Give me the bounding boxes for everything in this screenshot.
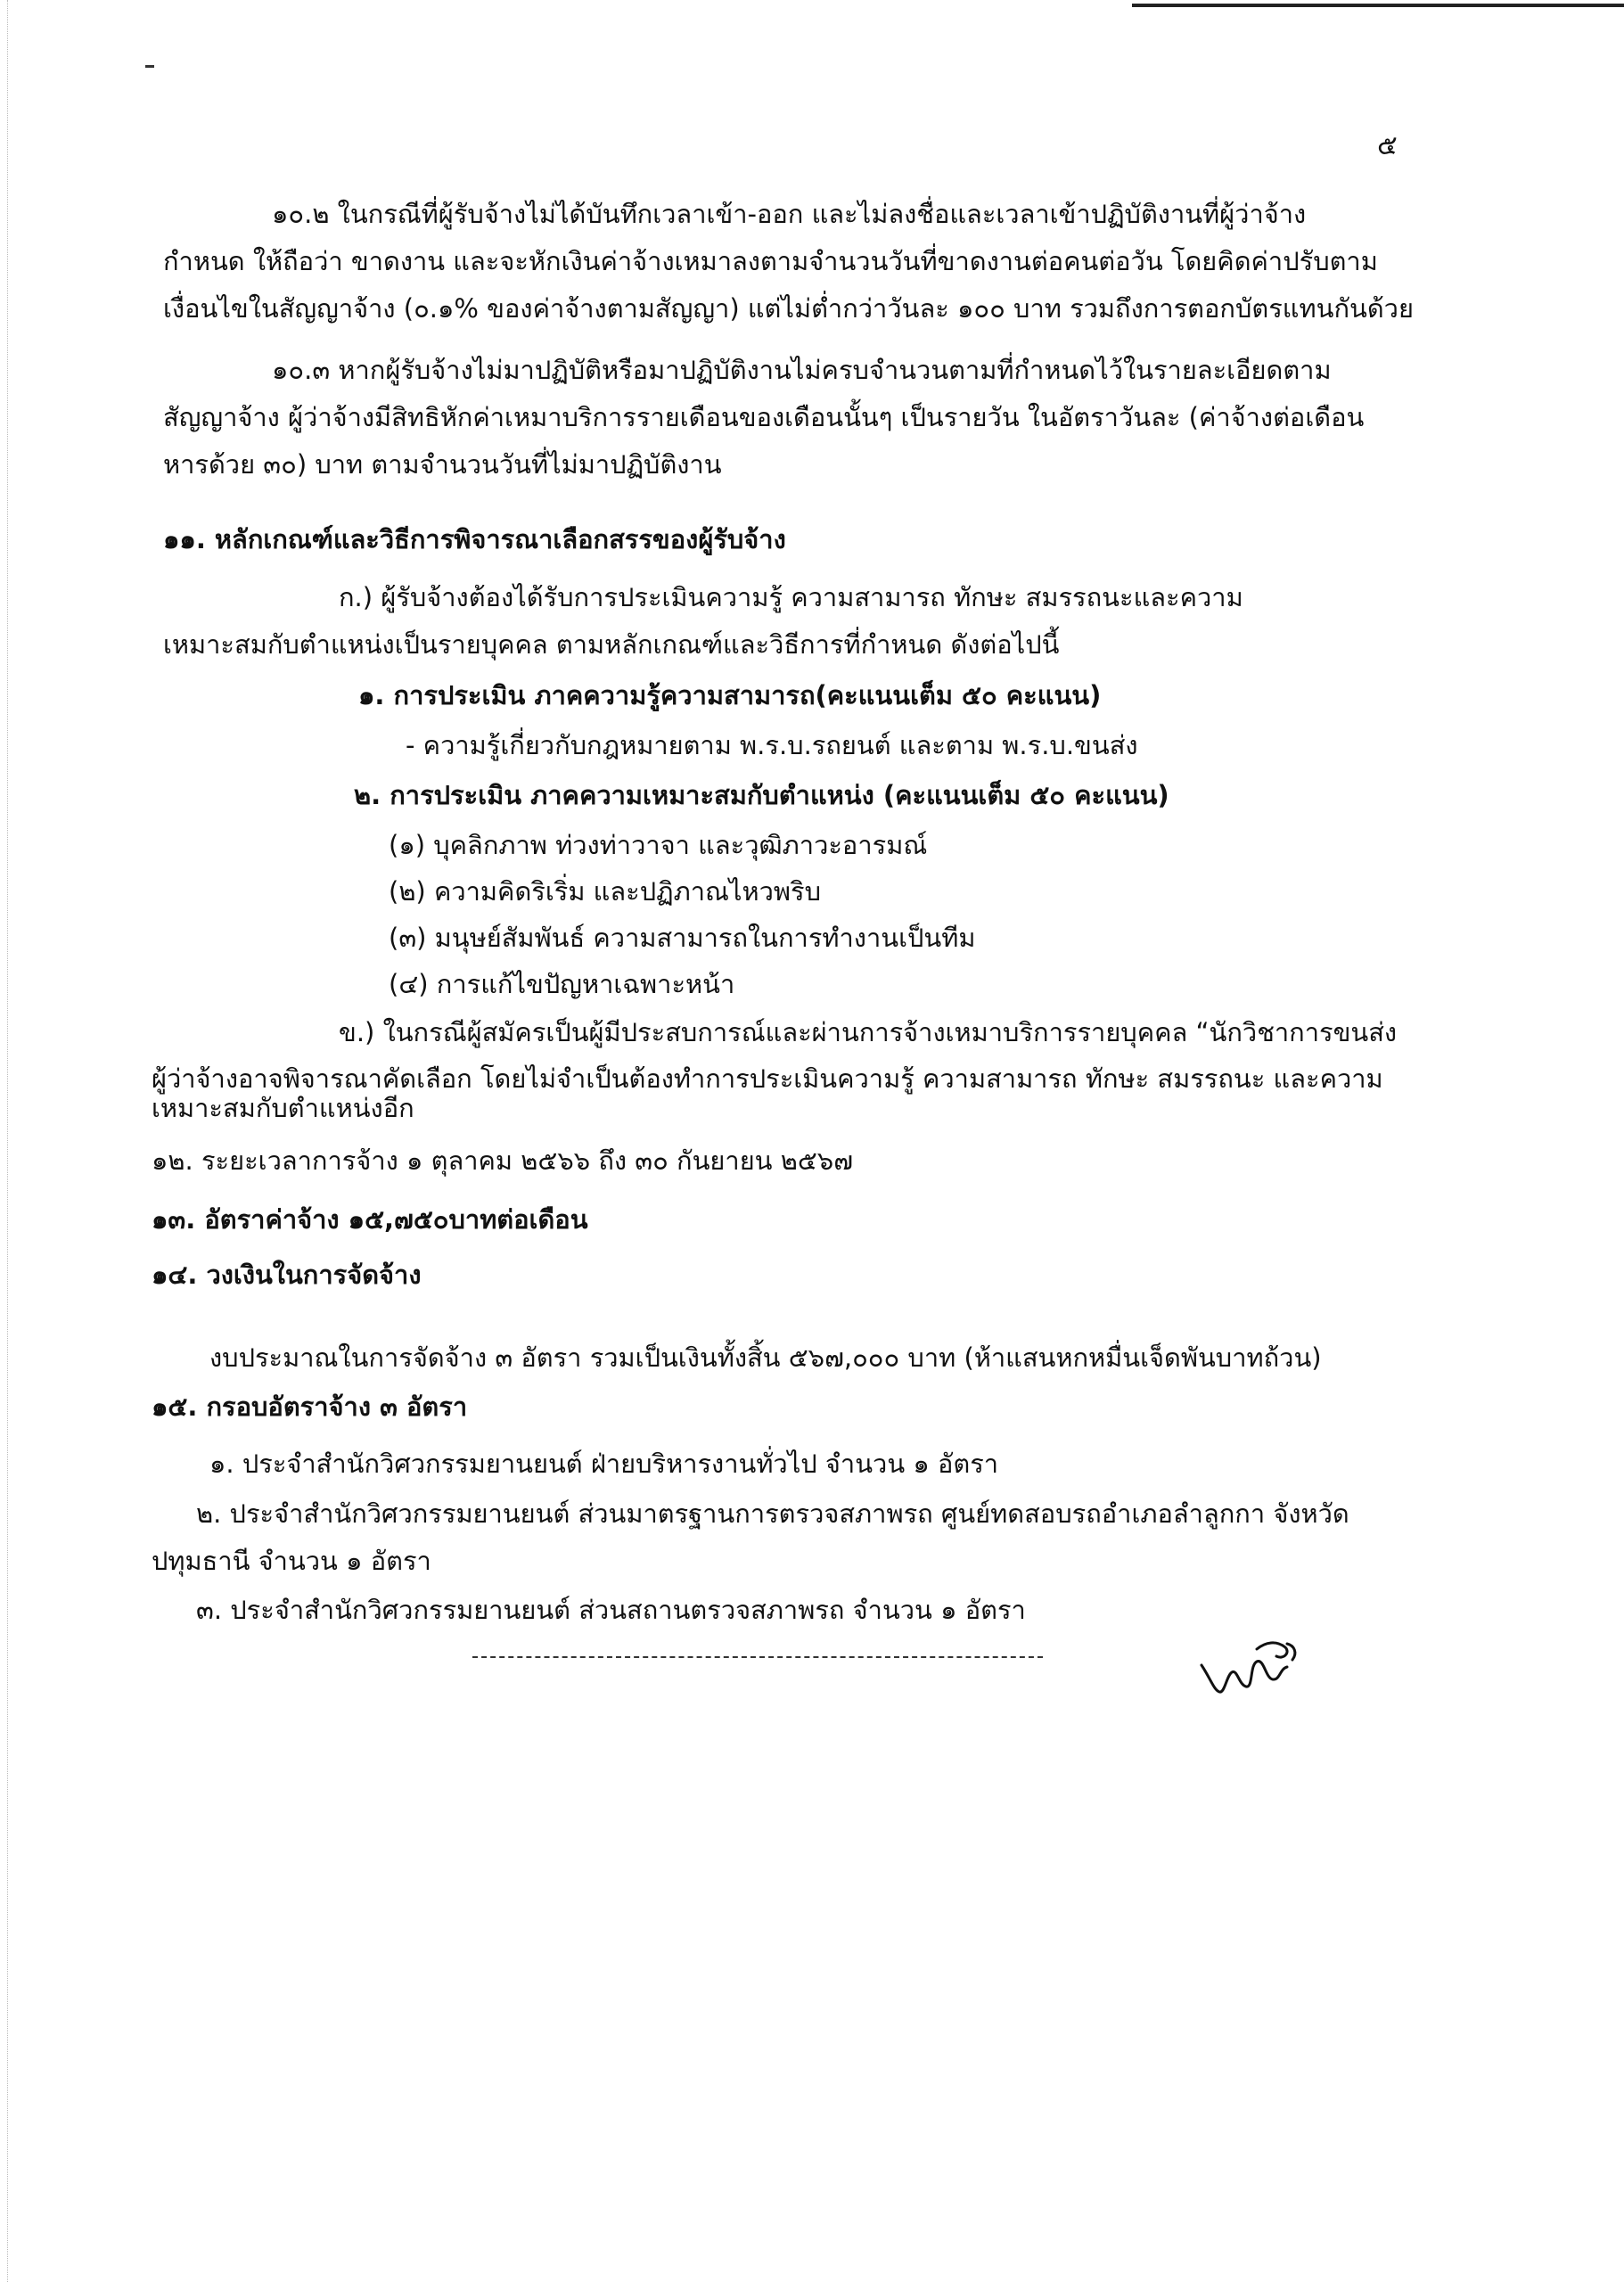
handwritten-signature [1194, 1629, 1310, 1701]
section-15-item-2-line-1: ๒. ประจำสำนักวิศวกรรมยานยนต์ ส่วนมาตรฐานการตรวจสภาพรถ ศูนย์ทดสอบรถอำเภอลำลูกกา จังหวัด [196, 1498, 1349, 1529]
section-15-heading: ๑๕. กรอบอัตราจ้าง ๓ อัตรา [152, 1391, 468, 1422]
section-13-rate: ๑๓. อัตราค่าจ้าง ๑๕,๗๕๐บาทต่อเดือน [152, 1204, 588, 1235]
clause-10-3-line-3: หารด้วย ๓๐) บาท ตามจำนวนวันที่ไม่มาปฏิบัติงาน [163, 449, 722, 480]
evaluation-2-item-3: (๓) มนุษย์สัมพันธ์ ความสามารถในการทำงานเป็นทีม [389, 923, 976, 953]
evaluation-2-heading: ๒. การประเมิน ภาคความเหมาะสมกับตำแหน่ง (คะแนนเต็ม ๕๐ คะแนน) [354, 780, 1169, 810]
evaluation-2-item-1: (๑) บุคลิกภาพ ท่วงท่าวาจา และวุฒิภาวะอารมณ์ [389, 830, 928, 860]
section-15-item-2-line-2: ปทุมธานี จำนวน ๑ อัตรา [152, 1546, 431, 1576]
evaluation-2-item-2: (๒) ความคิดริเริ่ม และปฏิภาณไหวพริบ [389, 876, 821, 907]
clause-10-3-line-1: ๑๐.๓ หากผู้รับจ้างไม่มาปฏิบัติหรือมาปฏิบัติงานไม่ครบจำนวนตามที่กำหนดไว้ในรายละเอียดตาม [272, 355, 1332, 385]
scan-border-line [1132, 4, 1624, 7]
section-15-item-1: ๑. ประจำสำนักวิศวกรรมยานยนต์ ฝ่ายบริหารงานทั่วไป จำนวน ๑ อัตรา [209, 1449, 999, 1479]
end-dashed-rule [472, 1656, 1043, 1658]
section-11-b-line-1: ข.) ในกรณีผู้สมัครเป็นผู้มีประสบการณ์และผ่านการจ้างเหมาบริการรายบุคคล “นักวิชาการขนส่ง [339, 1017, 1398, 1047]
evaluation-1-heading: ๑. การประเมิน ภาคความรู้ความสามารถ(คะแนนเต็ม ๕๐ คะแนน) [358, 680, 1102, 710]
clause-10-2-line-3: เงื่อนไขในสัญญาจ้าง (๐.๑% ของค่าจ้างตามสัญญา) แต่ไม่ต่ำกว่าวันละ ๑๐๐ บาท รวมถึงการตอกบัตรแทนกันด้วย [163, 293, 1414, 324]
section-11-b-line-2: ผู้ว่าจ้างอาจพิจารณาคัดเลือก โดยไม่จำเป็นต้องทำการประเมินความรู้ ความสามารถ ทักษะ สมรรถนะ และความ [152, 1063, 1383, 1094]
section-15-item-3: ๓. ประจำสำนักวิศวกรรมยานยนต์ ส่วนสถานตรวจสภาพรถ จำนวน ๑ อัตรา [196, 1595, 1026, 1625]
scan-edge-artifact [7, 0, 9, 2282]
section-14-budget: งบประมาณในการจัดจ้าง ๓ อัตรา รวมเป็นเงินทั้งสิ้น ๕๖๗,๐๐๐ บาท (ห้าแสนหกหมื่นเจ็ดพันบาทถ้วน) [209, 1342, 1322, 1373]
scan-mark [145, 65, 154, 68]
clause-10-3-line-2: สัญญาจ้าง ผู้ว่าจ้างมีสิทธิหักค่าเหมาบริการรายเดือนของเดือนนั้นๆ เป็นรายวัน ในอัตราวันละ (ค่าจ้างต่อเดือน [163, 402, 1365, 432]
section-14-heading: ๑๔. วงเงินในการจัดจ้าง [152, 1260, 422, 1290]
page-number: ๕ [1377, 130, 1398, 161]
clause-10-2-line-1: ๑๐.๒ ในกรณีที่ผู้รับจ้างไม่ได้บันทึกเวลาเข้า-ออก และไม่ลงชื่อและเวลาเข้าปฏิบัติงานที่ผู้ว่าจ้าง [272, 199, 1307, 229]
section-11-a-line-2: เหมาะสมกับตำแหน่งเป็นรายบุคคล ตามหลักเกณฑ์และวิธีการที่กำหนด ดังต่อไปนี้ [163, 629, 1060, 660]
section-11-b-line-3: เหมาะสมกับตำแหน่งอีก [152, 1093, 414, 1123]
section-11-heading: ๑๑. หลักเกณฑ์และวิธีการพิจารณาเลือกสรรของผู้รับจ้าง [163, 524, 786, 554]
section-12-period: ๑๒. ระยะเวลาการจ้าง ๑ ตุลาคม ๒๕๖๖ ถึง ๓๐ กันยายน ๒๕๖๗ [152, 1145, 854, 1176]
section-11-a-line-1: ก.) ผู้รับจ้างต้องได้รับการประเมินความรู้ ความสามารถ ทักษะ สมรรถนะและความ [339, 582, 1243, 612]
evaluation-1-item: - ความรู้เกี่ยวกับกฎหมายตาม พ.ร.บ.รถยนต์ และตาม พ.ร.บ.ขนส่ง [406, 730, 1138, 760]
clause-10-2-line-2: กำหนด ให้ถือว่า ขาดงาน และจะหักเงินค่าจ้างเหมาลงตามจำนวนวันที่ขาดงานต่อคนต่อวัน โดยคิดค่าปรับตาม [163, 246, 1378, 276]
evaluation-2-item-4: (๔) การแก้ไขปัญหาเฉพาะหน้า [389, 969, 735, 999]
